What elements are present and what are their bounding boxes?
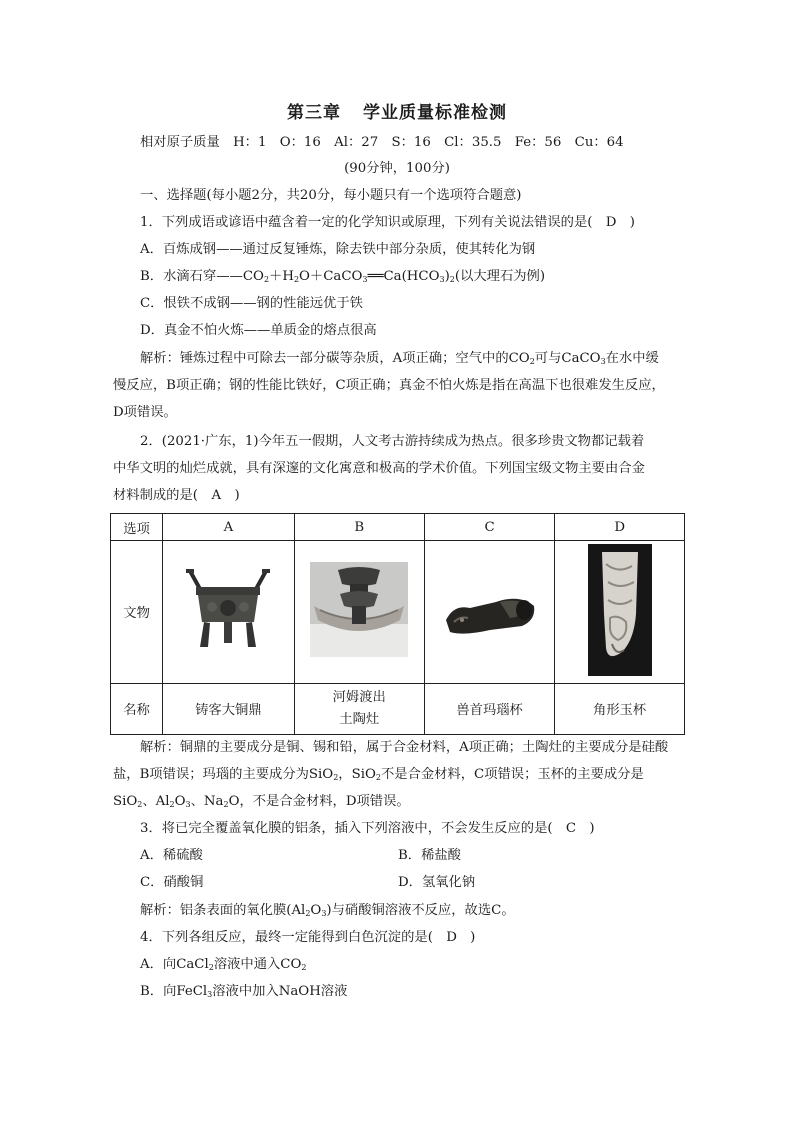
bronze-ding-image (178, 567, 278, 652)
question-2-line3: 材料制成的是( A ) (113, 488, 240, 503)
q1-explanation-line2: 慢反应，B项正确；钢的性能比铁好，C项正确；真金不怕火炼是指在高温下也很难发生反应， (113, 378, 665, 393)
title-text: 学业质量标准检测 (363, 103, 507, 123)
answer-2: A (211, 488, 222, 503)
q1-option-b: B．水滴石穿$——CO_2+H_2O+CaCO_3══Ca(HCO_3)_2$(以大理石为例) (140, 269, 546, 284)
option-d-header: D (555, 514, 685, 541)
q2-explanation-line3: SiO$_2$、$Al_2O_3$、$Na_2O$，不是合金材料，D项错误。 (113, 794, 410, 809)
q2-explanation-line1: 解析：铜鼎的主要成分是铜、锡和铅，属于合金材料，A项正确；土陶灶的主要成分是硅酸 (140, 740, 669, 755)
question-2-line2: 中华文明的灿烂成就，具有深邃的文化寓意和极高的学术价值。下列国宝级文物主要由合金 (113, 461, 645, 476)
q3-option-b: B．稀盐酸 (398, 848, 461, 863)
table-row (111, 683, 685, 734)
artifact-c-name: 兽首玛瑙杯 (424, 683, 554, 734)
q3-explanation: 解析：铝条表面的氧化膜$(Al_2O_3)$与硝酸铜溶液不反应，故选C。 (140, 903, 515, 918)
q2-explanation-line2: 盐，B项错误；玛瑙的主要成分为SiO$_2$，SiO$_2$不是合金材料，C项错误；玉杯的主要成分是 (113, 767, 644, 782)
q4-option-a: A．向CaCl$_2$溶液中通入$CO_2$ (140, 957, 307, 972)
q1-option-d: D．真金不怕火炼——单质金的熔点很高 (140, 323, 377, 338)
pottery-stove-image (310, 562, 408, 657)
row-label-name: 名称 (111, 683, 163, 734)
time-score: (90分钟，100分) (344, 161, 450, 176)
artifact-a-name: 铸客大铜鼎 (163, 683, 294, 734)
answer-4: D (446, 930, 457, 945)
q3-option-a: A．稀硫酸 (140, 848, 203, 863)
question-1-stem: 1．下列成语或谚语中蕴含着一定的化学知识或原理，下列有关说法错误的是( D ) (140, 215, 635, 230)
agate-cup-image (440, 580, 540, 640)
artifact-a-cell (163, 541, 294, 684)
option-c-header: C (424, 514, 554, 541)
artifact-d-cell (555, 541, 685, 684)
option-a-header: A (163, 514, 294, 541)
chapter-label: 第三章 (287, 103, 341, 123)
page-title (0, 98, 794, 123)
row-label-artifact: 文物 (111, 541, 163, 684)
q3-option-d: D．氢氧化钠 (398, 875, 476, 890)
q1-explanation-line3: D项错误。 (113, 405, 177, 420)
table-row (111, 541, 685, 684)
answer-1: D (605, 215, 617, 230)
artifact-b-name: 河姆渡出 土陶灶 (294, 683, 424, 734)
q1-explanation-line1: 解析：锤炼过程中可除去一部分碳等杂质，A项正确；空气中的$CO_2$可与CaCO$_3$在水中缓 (140, 351, 659, 366)
atomic-masses: 相对原子质量 H：1 O：16 Al：27 S：16 Cl：35.5 Fe：56 Cu：64 (140, 135, 624, 150)
artifact-c-cell (424, 541, 554, 684)
q4-option-b: B．向FeCl$_3$溶液中加入NaOH溶液 (140, 984, 348, 999)
question-4-stem: 4．下列各组反应，最终一定能得到白色沉淀的是( D ) (140, 930, 476, 945)
question-3-stem: 3．将已完全覆盖氧化膜的铝条，插入下列溶液中，不会发生反应的是( C ) (140, 821, 595, 836)
table-row (111, 514, 685, 541)
answer-3: C (565, 821, 577, 836)
artifact-table (110, 513, 685, 735)
q1-option-a: A．百炼成钢——通过反复锤炼，除去铁中部分杂质，使其转化为钢 (140, 242, 536, 257)
q1-option-c: C．恨铁不成钢——钢的性能远优于铁 (140, 296, 363, 311)
section-heading: 一、选择题(每小题2分，共20分，每小题只有一个选项符合题意) (140, 188, 522, 203)
option-b-header: B (294, 514, 424, 541)
row-label-option: 选项 (111, 514, 163, 541)
question-2-line1: 2．(2021·广东，1)今年五一假期，人文考古游持续成为热点。很多珍贵文物都记载着 (140, 434, 645, 449)
q3-option-c: C．硝酸铜 (140, 875, 204, 890)
artifact-b-cell (294, 541, 424, 684)
jade-horn-cup-image (588, 544, 652, 676)
artifact-d-name: 角形玉杯 (555, 683, 685, 734)
